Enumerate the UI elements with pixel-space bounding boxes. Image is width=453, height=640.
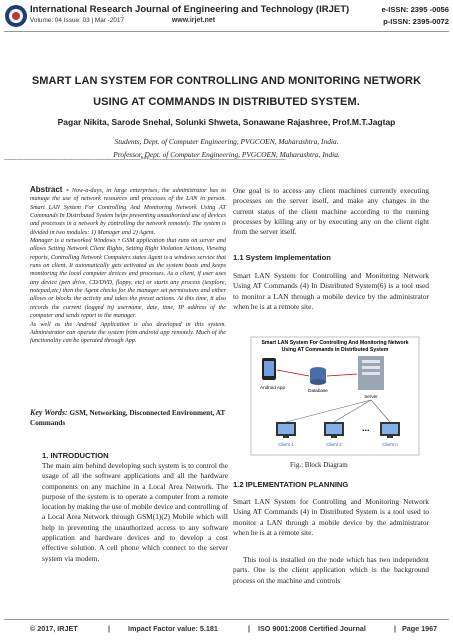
abstract-label: Abstract -: [30, 185, 69, 194]
header-rule: [4, 31, 449, 32]
e-issn: e-ISSN: 2395 -0056: [381, 5, 449, 14]
paper-title-line2: USING AT COMMANDS IN DISTRIBUTED SYSTEM.: [93, 96, 360, 108]
footer-impact: Impact Factor value: 5.181: [128, 624, 218, 633]
keywords-label: Key Words:: [30, 408, 68, 417]
footer-copyright: © 2017, IRJET: [30, 624, 78, 633]
diagram-title-line2: Using AT Commands In Distributed System: [281, 347, 389, 353]
footer: [0, 620, 453, 640]
right-paragraph-3: Smart LAN System for Controlling and Monitoring Network Using AT Commands (4) in Distributed System is a tool used to monitor a LAN through a mobile device by the administrator when he is at a remote site.: [233, 497, 429, 537]
footer-page: Page 1967: [402, 624, 438, 633]
affiliation-students: Students, Dept. of Computer Engineering, PVGCOEN, Maharashtra, India.: [114, 137, 339, 146]
database-label: Database: [308, 388, 328, 393]
keywords: [30, 408, 226, 428]
right-paragraph-1: One goal is to access any client machines currently executing processes on the server itself, and make any changes in the current status of the client machine according to the running processes by killing any or by executing any on the client right from the server itself.: [233, 186, 429, 237]
heading-implementation-planning: 1.2 IPLEMENTATION PLANNING: [233, 480, 349, 489]
keywords-text: GSM, Networking, Disconnected Environment, AT Commands: [30, 409, 226, 427]
database-icon: [310, 367, 326, 385]
clientn-label: Client n: [382, 442, 398, 447]
footer-sep2: |: [248, 624, 251, 633]
abstract-p3: As well as the Android Application is also developed in this system. Administrator can operate the system from android app remotely. Much of the functionality can be operated through App.: [30, 320, 226, 345]
affiliation-professor: Professor, Dept. of Computer Engineering, PVGCOEN, Maharashtra, India.: [113, 150, 340, 159]
issn-block: [381, 4, 449, 28]
figure-caption: Fig.: Block Diagram: [290, 461, 348, 469]
intro-text: The main aim behind developing such system is to control the usage of all the software applications and all the hardware components on any machine in a Local Area Network. The purpose of the system is to operate a computer from a remote location by making the use of mobile device and controlling of a Local Area Network through GSM(1)(2) Mobile which will help in preventing the unauthorized access to any software application and hardware devices and to develop a cost effective solution. A cell phone which connect to the server system via modem.: [42, 461, 228, 563]
abstract: [30, 186, 226, 346]
paper-authors: Pagar Nikita, Sarode Snehal, Solunki Shweta, Sonawane Rajashree, Prof.M.T.Jagtap: [57, 117, 396, 127]
clientn-monitor-icon: [380, 422, 400, 438]
footer-iso: ISO 9001:2008 Certified Journal: [258, 624, 366, 633]
client2-label: Client 2: [326, 442, 342, 447]
journal-url[interactable]: www.irjet.net: [171, 17, 216, 24]
server-label: Server: [364, 394, 378, 399]
clients-ellipsis: ...: [362, 423, 370, 433]
footer-sep1: |: [108, 624, 111, 633]
paper-title-line1: SMART LAN SYSTEM FOR CONTROLLING AND MONITORING NETWORK: [31, 75, 422, 87]
abstract-p1: Now-a-days, in large enterprises, the administrator has to manage the use of network resources and processes of the LAN in person. Smart LAN System For Controlling And Monitoring Network Using AT Commands In Distributed System helps preventing unauthorized use of devices and processes in a network by controlling the network remotely. The system is divided in two modules: 1) Manager and 2) Agent.: [30, 187, 227, 236]
client2-monitor-icon: [324, 422, 344, 438]
abstract-p2: Manager is a networked Windows • GSM application that runs on server and allows Setting Network Client Rights, Setting Right Violation Actions, Viewing reports, Controlling Network Computers states Agent is a windows service that runs on client. It automatically gets activated as the system boots and keeps monitoring the local computer devices and processes. As a client, if user uses any device (pen drive, CD/DVD, floppy, etc) or starts any process (iexplore, notepad,etc) then the Agent checks for the manager set permissions and either allows or blocks the activity and takes the preset actions. At this time, it also records the current (logged in) username, date, time, IP address of the computer and sends report to the manager.: [30, 237, 226, 320]
client1-monitor-icon: [276, 422, 296, 438]
volume-info: Volume: 04 Issue: 03 | Mar -2017: [30, 17, 125, 24]
intro-heading: 1. INTRODUCTION: [42, 451, 109, 460]
irjet-logo-icon: [4, 4, 28, 28]
journal-name: International Research Journal of Engineering and Technology (IRJET): [30, 4, 350, 15]
separator-line: ----------------------------------------------------------------------------***----------------------------------------------------------------------------: [4, 157, 286, 163]
client1-label: Client 1: [278, 442, 294, 447]
footer-sep3: |: [394, 624, 397, 633]
heading-system-implementation: 1.1 System Implementation: [233, 253, 331, 262]
journal-subline: [30, 17, 215, 24]
server-icon: [358, 356, 384, 390]
p-issn: p-ISSN: 2395-0072: [383, 17, 449, 26]
block-diagram: [250, 336, 420, 458]
journal-title: [30, 4, 349, 15]
diagram-title-line1: Smart LAN System For Controlling And Monitoring Network: [261, 340, 409, 346]
phone-icon: [262, 358, 276, 380]
right-paragraph-2: Smart LAN System for Controlling and Monitoring Network Using AT Commands (4) In Distributed System(6) is a tool used to monitor a LAN through a mobile device by the administrator when he is at a remote site.: [233, 271, 429, 311]
android-app-label: Android App: [260, 385, 286, 390]
right-paragraph-4: This tool is installed on the node which has two independent parts. One is the client application which is the background process on the machine and controls: [233, 555, 429, 585]
